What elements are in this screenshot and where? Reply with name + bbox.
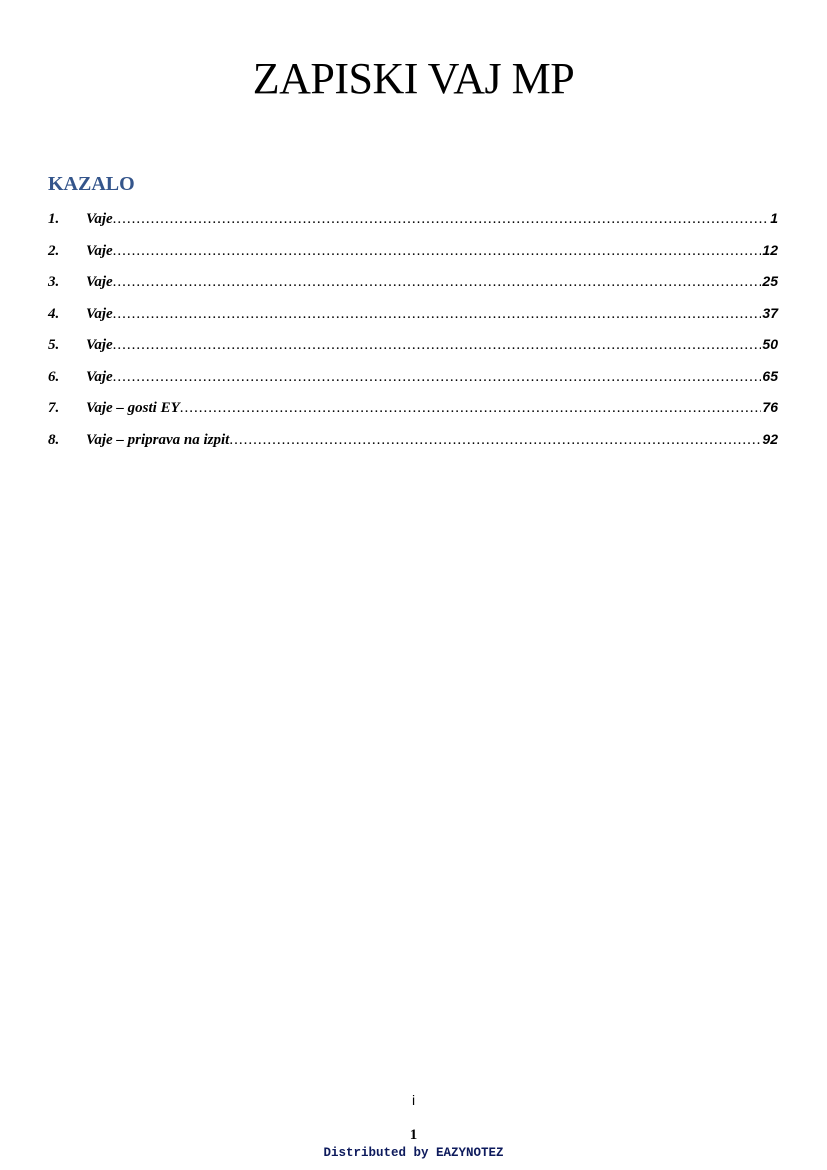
toc-entry-label[interactable]: Vaje [86,305,113,322]
toc-entry-label[interactable]: Vaje – gosti EY [86,400,180,416]
toc-leader-dots [113,211,770,228]
toc-entry[interactable] [48,305,778,337]
toc-leader-dots [113,337,762,354]
toc-entry-page[interactable]: 76 [762,399,778,415]
table-of-contents [48,210,778,462]
toc-leader-dots [113,306,762,323]
toc-entry-number: 5. [48,337,60,353]
toc-entry-number: 8. [48,431,60,448]
toc-entry-page[interactable]: 37 [762,304,778,321]
toc-entry-label[interactable]: Vaje [86,242,113,259]
toc-entry[interactable] [48,368,778,400]
toc-entry-number: 4. [48,305,60,322]
toc-entry-number: 1. [48,211,60,227]
toc-leader-dots [113,243,762,260]
toc-entry-page[interactable]: 65 [762,367,778,384]
toc-leader-dots [113,369,762,386]
toc-entry-label[interactable]: Vaje [86,274,113,290]
toc-leader-dots [113,274,762,291]
toc-entry-label[interactable]: Vaje [86,211,113,227]
distributed-by-footer: Distributed by EAZYNOTEZ [323,1146,504,1160]
toc-entry-label[interactable]: Vaje [86,337,113,353]
toc-entry-number: 7. [48,400,60,416]
toc-entry-number: 6. [48,368,60,385]
toc-leader-dots [229,432,761,449]
toc-entry[interactable] [48,242,778,274]
toc-entry-label[interactable]: Vaje – priprava na izpit [86,431,230,448]
toc-entry-page[interactable]: 92 [762,430,778,447]
toc-entry[interactable] [48,431,778,463]
toc-entry[interactable] [48,210,778,242]
page-number: 1 [409,1127,418,1143]
document-title: ZAPISKI VAJ MP [252,54,575,103]
toc-entry-label[interactable]: Vaje [86,368,113,385]
toc-entry-page[interactable]: 50 [762,336,778,352]
toc-entry[interactable] [48,273,778,305]
toc-leader-dots [180,400,762,417]
page-number-roman: i [411,1092,416,1108]
toc-entry-page[interactable]: 12 [762,241,778,258]
toc-entry-page[interactable]: 1 [770,210,778,226]
toc-heading: KAZALO [48,173,135,195]
toc-entry[interactable] [48,336,778,368]
toc-entry-page[interactable]: 25 [762,273,778,289]
toc-entry[interactable] [48,399,778,431]
toc-entry-number: 2. [48,242,60,259]
toc-entry-number: 3. [48,274,60,290]
